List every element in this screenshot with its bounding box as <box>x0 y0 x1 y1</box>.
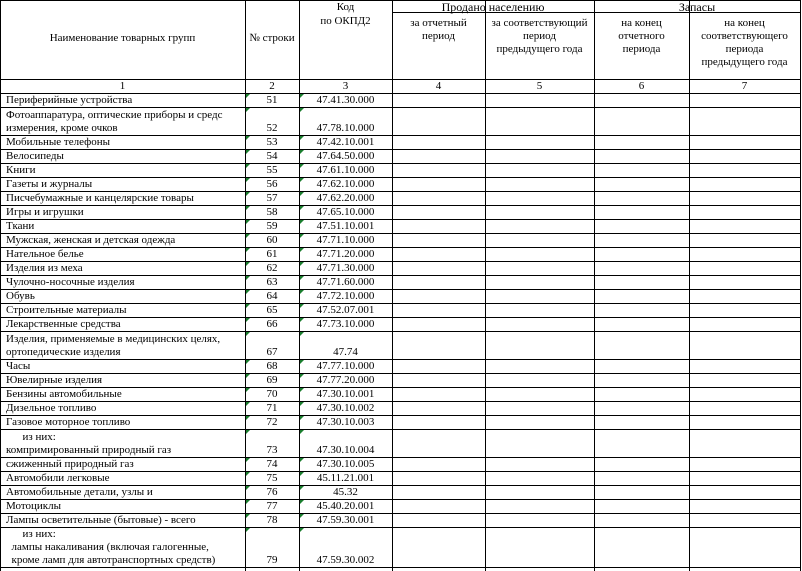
row-line-number: 75 <box>266 472 278 484</box>
row-okpd-code: 45.40.20.001 <box>316 500 375 512</box>
row-okpd-code: 47.30.10.003 <box>316 416 375 428</box>
row-okpd-code: 47.71.10.000 <box>316 234 375 246</box>
row-okpd-code: 47.41.30.000 <box>316 94 375 106</box>
col-number-1: 1 <box>119 80 126 92</box>
cell-format-marker <box>300 472 304 476</box>
col-number-2: 2 <box>269 80 275 92</box>
row-okpd-code: 47.51.10.001 <box>316 220 375 232</box>
cell-format-marker <box>246 262 250 266</box>
row-line-number: 71 <box>266 402 278 414</box>
row-okpd-code: 47.71.30.000 <box>316 262 375 274</box>
col-number-7: 7 <box>741 80 748 92</box>
col-number-5: 5 <box>536 80 543 92</box>
row-line-number: 76 <box>266 486 278 498</box>
cell-format-marker <box>300 136 304 140</box>
row-okpd-code: 47.62.20.000 <box>316 192 375 204</box>
row-name: из них: компримированный природный газ <box>6 431 172 456</box>
cell-format-marker <box>246 318 250 322</box>
cell-format-marker <box>246 220 250 224</box>
row-name: Часы <box>6 360 31 372</box>
cell-format-marker <box>246 178 250 182</box>
cell-format-marker <box>300 192 304 196</box>
cell-format-marker <box>300 528 304 532</box>
row-name: Писчебумажные и канцелярские товары <box>6 192 194 204</box>
row-line-number: 60 <box>266 234 278 246</box>
cell-format-marker <box>246 486 250 490</box>
row-line-number: 67 <box>266 346 278 358</box>
cell-format-marker <box>300 374 304 378</box>
header-col-code-line1: Код <box>336 1 355 13</box>
cell-format-marker <box>300 388 304 392</box>
row-name: Мобильные телефоны <box>6 136 111 148</box>
cell-format-marker <box>246 500 250 504</box>
cell-format-marker <box>246 416 250 420</box>
row-line-number: 70 <box>266 388 278 400</box>
header-col-name: Наименование товарных групп <box>49 32 196 44</box>
row-name: Автомобильные детали, узлы и <box>6 486 153 498</box>
cell-format-marker <box>300 206 304 210</box>
row-line-number: 63 <box>266 276 278 288</box>
cell-format-marker <box>246 458 250 462</box>
row-okpd-code: 47.30.10.004 <box>316 444 375 456</box>
cell-format-marker <box>246 514 250 518</box>
row-name: Фотоаппаратура, оптические приборы и средс измерения, кроме очков <box>6 109 223 134</box>
row-okpd-code: 45.32 <box>333 486 358 498</box>
row-line-number: 74 <box>266 458 278 470</box>
row-okpd-code: 45.11.21.001 <box>316 472 375 484</box>
row-line-number: 54 <box>266 150 278 162</box>
header-stock-prev-year: на конец соответствующего периода предыдущего года <box>701 17 788 68</box>
row-okpd-code: 47.74 <box>333 346 358 358</box>
cell-format-marker <box>300 290 304 294</box>
row-name: Изделия, применяемые в медицинских целях, ортопедические изделия <box>6 333 221 358</box>
row-line-number: 68 <box>266 360 278 372</box>
cell-format-marker <box>246 332 250 336</box>
row-line-number: 53 <box>266 136 278 148</box>
cell-format-marker <box>246 248 250 252</box>
cell-format-marker <box>246 430 250 434</box>
row-name: Изделия из меха <box>6 262 83 274</box>
cell-format-marker <box>300 234 304 238</box>
row-line-number: 52 <box>266 122 278 134</box>
row-name: Чулочно-носочные изделия <box>6 276 135 288</box>
row-line-number: 66 <box>266 318 278 330</box>
cell-format-marker <box>246 94 250 98</box>
row-name: Автомобили легковые <box>6 472 110 484</box>
cell-format-marker <box>246 290 250 294</box>
col-number-4: 4 <box>435 80 442 92</box>
row-name: Ювелирные изделия <box>6 374 103 386</box>
cell-format-marker <box>246 234 250 238</box>
row-name: Лекарственные средства <box>6 318 121 330</box>
cell-format-marker <box>300 360 304 364</box>
row-name: Газовое моторное топливо <box>6 416 131 428</box>
cell-format-marker <box>300 248 304 252</box>
row-line-number: 65 <box>266 304 278 316</box>
row-okpd-code: 47.59.30.001 <box>316 514 375 526</box>
row-line-number: 69 <box>266 374 278 386</box>
cell-format-marker <box>300 304 304 308</box>
row-okpd-code: 47.64.50.000 <box>316 150 375 162</box>
row-name: Дизельное топливо <box>6 402 97 414</box>
row-okpd-code: 47.65.10.000 <box>316 206 375 218</box>
row-line-number: 55 <box>266 164 278 176</box>
cell-format-marker <box>300 94 304 98</box>
row-name: Газеты и журналы <box>6 178 93 190</box>
row-okpd-code: 47.30.10.002 <box>316 402 375 414</box>
row-okpd-code: 47.77.10.000 <box>316 360 375 372</box>
cell-format-marker <box>300 276 304 280</box>
cell-format-marker <box>300 332 304 336</box>
row-line-number: 61 <box>266 248 278 260</box>
cell-format-marker <box>300 164 304 168</box>
row-okpd-code: 47.78.10.000 <box>316 122 375 134</box>
row-name: Строительные материалы <box>6 304 127 316</box>
row-line-number: 58 <box>266 206 278 218</box>
cell-format-marker <box>246 360 250 364</box>
header-group-sold: Продано населению <box>441 0 545 14</box>
row-name: Мотоциклы <box>6 500 62 512</box>
cell-format-marker <box>246 276 250 280</box>
row-name: Нательное белье <box>6 248 84 260</box>
row-name: Велосипеды <box>6 150 64 162</box>
row-line-number: 64 <box>266 290 278 302</box>
cell-format-marker <box>246 192 250 196</box>
row-line-number: 73 <box>266 444 278 456</box>
col-number-3: 3 <box>342 80 349 92</box>
cell-format-marker <box>300 262 304 266</box>
col-number-6: 6 <box>638 80 645 92</box>
cell-format-marker <box>246 206 250 210</box>
cell-format-marker <box>246 374 250 378</box>
row-line-number: 51 <box>266 94 278 106</box>
cell-format-marker <box>300 178 304 182</box>
row-okpd-code: 47.61.10.000 <box>316 164 375 176</box>
cell-format-marker <box>246 528 250 532</box>
row-okpd-code: 47.62.10.000 <box>316 178 375 190</box>
cell-format-marker <box>246 304 250 308</box>
cell-format-marker <box>300 500 304 504</box>
row-name: Игры и игрушки <box>6 206 84 218</box>
header-stock-period-end: на конец отчетного периода <box>618 17 665 55</box>
row-name: из них: лампы накаливания (включая галогенные, кроме ламп для автотранспортных средств) <box>11 528 216 566</box>
row-name: сжиженный природный газ <box>6 458 134 470</box>
cell-format-marker <box>246 136 250 140</box>
row-okpd-code: 47.77.20.000 <box>316 374 375 386</box>
row-name: Обувь <box>6 290 35 302</box>
row-name: Лампы осветительные (бытовые) - всего <box>6 514 196 526</box>
cell-format-marker <box>300 318 304 322</box>
cell-format-marker <box>246 150 250 154</box>
row-line-number: 77 <box>266 500 278 512</box>
cell-format-marker <box>300 486 304 490</box>
header-sold-period: за отчетный период <box>410 17 467 42</box>
row-line-number: 57 <box>266 192 278 204</box>
cell-format-marker <box>300 430 304 434</box>
cell-format-marker <box>300 416 304 420</box>
cell-format-marker <box>246 108 250 112</box>
cell-format-marker <box>300 458 304 462</box>
row-okpd-code: 47.59.30.002 <box>316 554 375 566</box>
row-line-number: 78 <box>266 514 278 526</box>
row-name: Бензины автомобильные <box>6 388 122 400</box>
header-sold-prev-year: за соответствующий период предыдущего года <box>491 17 588 55</box>
cell-format-marker <box>246 472 250 476</box>
row-okpd-code: 47.71.20.000 <box>316 248 375 260</box>
cell-format-marker <box>246 402 250 406</box>
row-okpd-code: 47.30.10.001 <box>316 388 375 400</box>
row-line-number: 79 <box>266 554 278 566</box>
cell-format-marker <box>300 150 304 154</box>
row-line-number: 56 <box>266 178 278 190</box>
row-name: Периферийные устройства <box>6 94 133 106</box>
cell-format-marker <box>300 514 304 518</box>
cell-format-marker <box>246 388 250 392</box>
header-col-code-line2: по ОКПД2 <box>320 15 371 27</box>
row-okpd-code: 47.42.10.001 <box>316 136 375 148</box>
cell-format-marker <box>246 164 250 168</box>
header-group-stock: Запасы <box>678 0 716 14</box>
row-okpd-code: 47.72.10.000 <box>316 290 375 302</box>
row-line-number: 62 <box>266 262 278 274</box>
cell-format-marker <box>300 220 304 224</box>
row-okpd-code: 47.73.10.000 <box>316 318 375 330</box>
header-col-line-no: № строки <box>249 32 295 44</box>
row-name: Ткани <box>6 220 35 232</box>
cell-format-marker <box>300 402 304 406</box>
row-okpd-code: 47.71.60.000 <box>316 276 375 288</box>
row-okpd-code: 47.52.07.001 <box>316 304 375 316</box>
row-name: Мужская, женская и детская одежда <box>6 234 176 246</box>
row-okpd-code: 47.30.10.005 <box>316 458 375 470</box>
cell-format-marker <box>300 108 304 112</box>
row-name: Книги <box>6 164 36 176</box>
row-line-number: 72 <box>266 416 278 428</box>
row-line-number: 59 <box>266 220 278 232</box>
